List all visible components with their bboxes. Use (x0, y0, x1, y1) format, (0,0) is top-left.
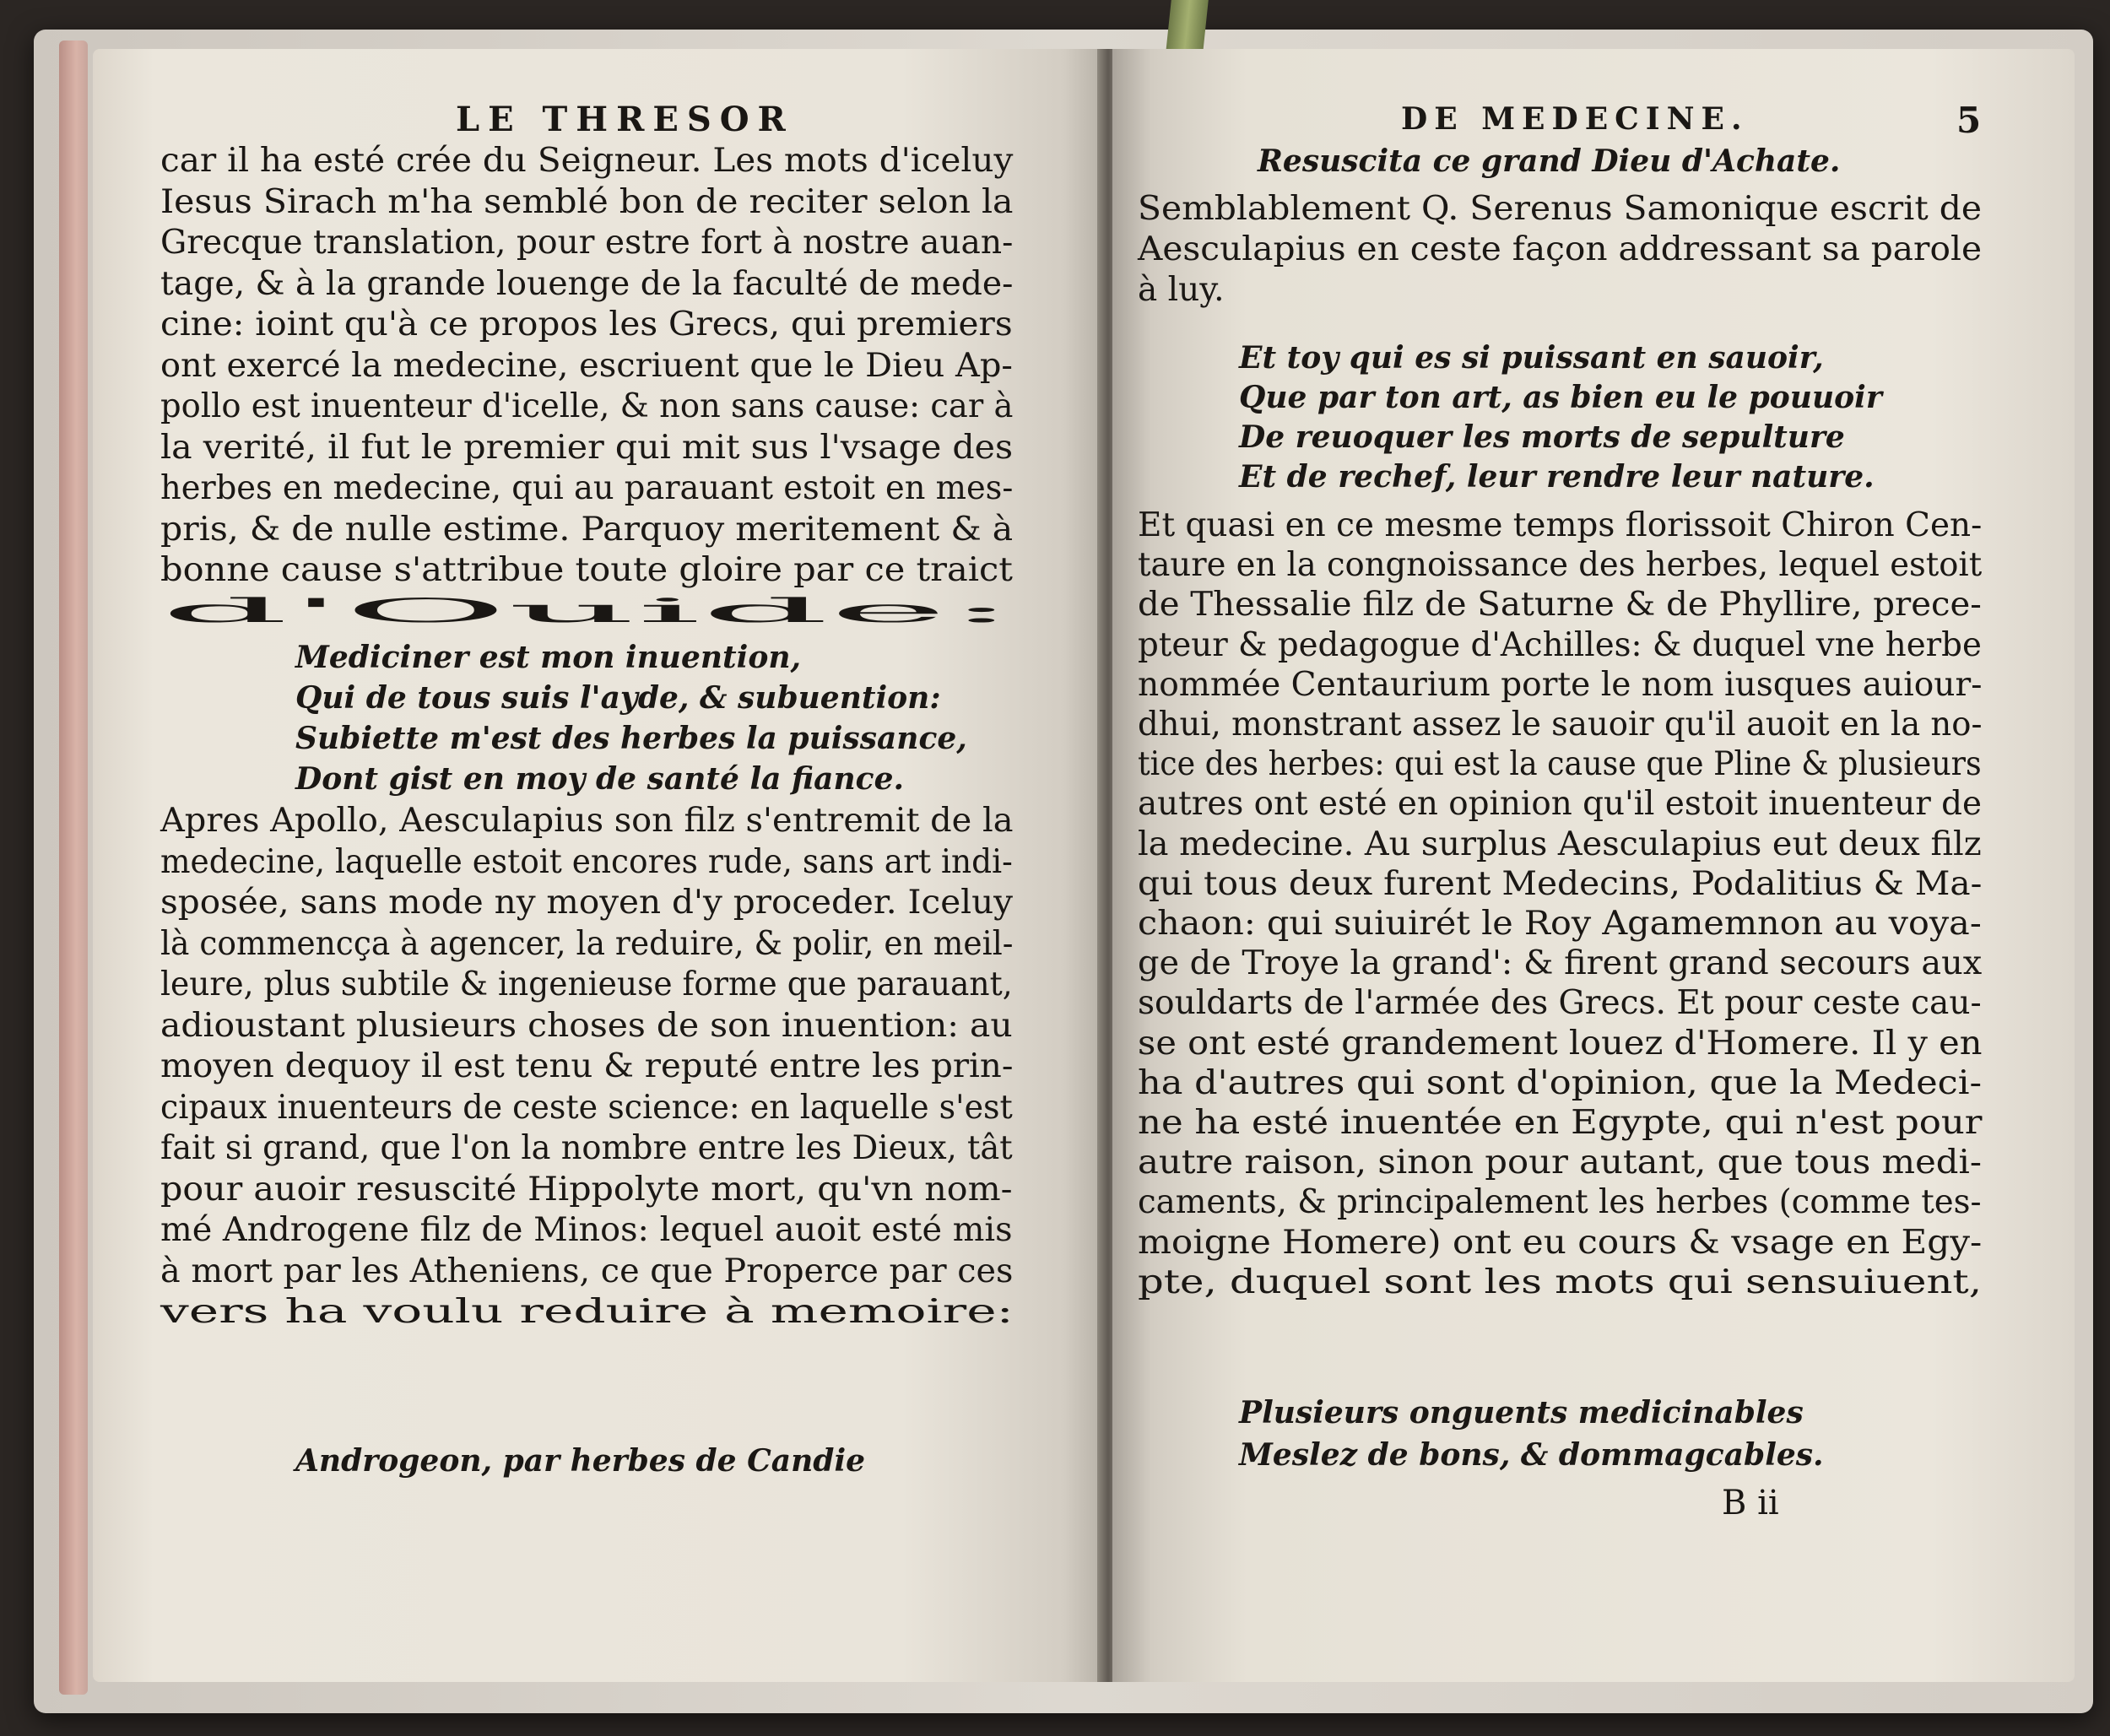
text-line: qui tous deux furent Medecins, Podalitius & Ma- (1138, 864, 1983, 903)
text-line: Semblablement Q. Serenus Samonique escrit de (1138, 190, 1982, 228)
text-line: mé Androgene filz de Minos: lequel auoit esté mis (160, 1211, 1013, 1249)
text-line: moyen dequoy il est tenu & reputé entre les prin- (160, 1047, 1014, 1085)
text-line: la verité, il fut le premier qui mit sus l'vsage des (160, 428, 1014, 467)
text-line: tage, & à la grande louenge de la faculté de mede- (160, 264, 1014, 303)
text-line: ha d'autres qui sont d'opinion, que la Medeci- (1138, 1063, 1983, 1102)
text-line: à luy. (1138, 271, 1225, 309)
page-number: 5 (1956, 100, 1982, 141)
running-head-left: LE THRESOR (456, 100, 794, 139)
text-line: sposée, sans mode ny moyen d'y proceder. Iceluy (160, 884, 1014, 922)
text-line: Apres Apollo, Aesculapius son filz s'entremit de la (160, 802, 1014, 840)
verse-line: Et de rechef, leur rendre leur nature. (1239, 459, 1875, 495)
text-line: autres ont esté en opinion qu'il estoit inuenteur de (1138, 785, 1982, 824)
text-line: nommée Centaurium porte le nom iusques auiour- (1138, 665, 1983, 704)
text-line: dhui, monstrant assez le sauoir qu'il auoit en la no- (1138, 706, 1983, 744)
text-line: ne ha esté inuentée en Egypte, qui n'est pour (1138, 1104, 1983, 1142)
text-line: fait si grand, que l'on la nombre entre les Dieux, tât (160, 1129, 1013, 1167)
text-line: souldarts de l'armée des Grecs. Et pour ceste cau- (1138, 984, 1982, 1023)
text-line: moigne Homere) ont eu cours & vsage en Egy- (1138, 1223, 1983, 1262)
verse-line: Androgeon, par herbes de Candie (295, 1443, 866, 1479)
running-head-right: DE MEDECINE. (1401, 101, 1749, 137)
text-line: car il ha esté crée du Seigneur. Les mots d'iceluy (160, 142, 1014, 180)
text-line: d'Ouide: (160, 592, 1015, 630)
verse-line: Plusieurs onguents medicinables (1239, 1395, 1804, 1430)
page-edges-left (59, 41, 88, 1695)
text-line: Iesus Sirach m'ha semblé bon de reciter selon la (160, 182, 1014, 221)
verse-line: Et toy qui es si puissant en sauoir, (1239, 340, 1824, 376)
text-line: herbes en medecine, qui au parauant estoit en mes- (160, 469, 1014, 507)
text-line: pour auoir resuscité Hippolyte mort, qu'vn nom- (160, 1170, 1013, 1209)
signature-mark: B ii (1722, 1484, 1779, 1522)
text-line: pte, duquel sont les mots qui sensuiuent, (1138, 1263, 1982, 1301)
text-line: cipaux inuenteurs de ceste science: en laquelle s'est (160, 1088, 1013, 1127)
text-line: chaon: qui suiuirét le Roy Agamemnon au voya- (1138, 905, 1982, 943)
verse-line: Mediciner est mon inuention, (295, 640, 802, 675)
text-line: medecine, laquelle estoit encores rude, sans art indi- (160, 842, 1013, 881)
text-line: pteur & pedagogue d'Achilles: & duquel vne herbe (1138, 625, 1982, 664)
verse-line: Que par ton art, as bien eu le pouuoir (1239, 380, 1882, 415)
text-line: pris, & de nulle estime. Parquoy meritement & à (160, 510, 1014, 549)
verse-line: Meslez de bons, & dommagcables. (1239, 1437, 1824, 1473)
text-line: vers ha voulu reduire à memoire: (160, 1293, 1014, 1331)
text-line: là commencça à agencer, la reduire, & polir, en meil- (160, 924, 1014, 963)
text-line: Et quasi en ce mesme temps florissoit Chiron Cen- (1138, 506, 1983, 544)
text-line: pollo est inuenteur d'icelle, & non sans cause: car à (160, 387, 1014, 425)
text-line: caments, & principalement les herbes (comme tes- (1138, 1183, 1982, 1222)
text-line: cine: ioint qu'à ce propos les Grecs, qui premiers (160, 306, 1013, 343)
text-line: leure, plus subtile & ingenieuse forme que parauant, (160, 965, 1013, 1003)
verse-line: Resuscita ce grand Dieu d'Achate. (1258, 143, 1841, 179)
text-line: bonne cause s'attribue toute gloire par ce traict (160, 551, 1013, 589)
text-line: taure en la congnoissance des herbes, lequel estoit (1138, 546, 1983, 585)
text-line: adioustant plusieurs choses de son inuention: au (160, 1006, 1013, 1045)
verse-line: Qui de tous suis l'ayde, & subuention: (295, 680, 941, 716)
left-page (93, 49, 1104, 1682)
text-line: autre raison, sinon pour autant, que tous medi- (1138, 1144, 1982, 1182)
verse-line: Subiette m'est des herbes la puissance, (295, 721, 967, 756)
right-page (1112, 49, 2075, 1682)
text-line: Grecque translation, pour estre fort à nostre auan- (160, 224, 1014, 262)
text-line: Aesculapius en ceste façon addressant sa parole (1138, 230, 1983, 268)
text-line: ont exercé la medecine, escriuent que le Dieu Ap- (160, 346, 1013, 385)
text-line: la medecine. Au surplus Aesculapius eut deux filz (1138, 825, 1982, 863)
text-line: tice des herbes: qui est la cause que Pline & plusieurs (1138, 745, 1982, 784)
verse-line: De reuoquer les morts de sepulture (1239, 419, 1845, 455)
verse-line: Dont gist en moy de santé la fiance. (295, 761, 905, 797)
text-line: se ont esté grandement louez d'Homere. Il y en (1138, 1024, 1983, 1063)
text-line: de Thessalie filz de Saturne & de Phyllire, prece- (1138, 586, 1982, 625)
text-line: à mort par les Atheniens, ce que Properce par ces (160, 1252, 1014, 1290)
text-line: ge de Troye la grand': & firent grand secours aux (1138, 944, 1983, 983)
